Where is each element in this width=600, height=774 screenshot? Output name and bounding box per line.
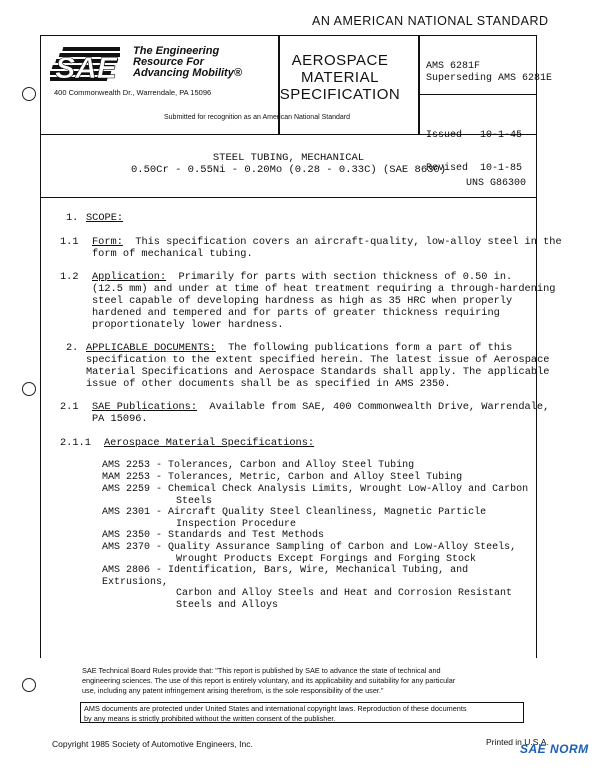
submitted-note: Submitted for recognition as an American National Standard (164, 114, 350, 121)
section-2-1-text-2: PA 15096. (92, 413, 148, 425)
copyright-notice-line-1: AMS documents are protected under United States and international copyright laws. Reproduction of these documents (84, 704, 467, 713)
reference-title-cont: Inspection Procedure (176, 518, 297, 530)
section-1-title: SCOPE: (86, 212, 124, 224)
rules-line-2: engineering sciences. The use of this report is entirely voluntary, and its applicability and suitability for any particular (82, 676, 456, 685)
section-2-text-3: Material Specifications and Aerospace Standards shall apply. The applicable (86, 366, 550, 378)
tagline-line-3: Advancing Mobility® (133, 67, 242, 79)
reference-title-cont: Wrought Products Except Forgings and Forging Stock (176, 553, 477, 565)
reference-code: AMS 2806 (102, 565, 151, 576)
reference-item: AMS 2253 - Tolerances, Carbon and Alloy Steel Tubing (102, 460, 415, 471)
reference-item: AMS 2350 - Standards and Test Methods (102, 530, 325, 541)
reference-code: AMS 2301 (102, 507, 151, 518)
section-1-2-text-4: hardened and tempered and for parts of greater thickness requiring (92, 307, 500, 319)
section-1-2-text-2: (12.5 mm) and under at time of heat treatment requiring a through-hardening (92, 283, 556, 295)
technical-board-rules (82, 666, 532, 696)
section-1-2-text-1: Primarily for parts with section thickness of 0.50 in. (166, 271, 513, 283)
section-2-text-1: The following publications form a part of this (215, 342, 513, 354)
section-2-1-1-label: Aerospace Material Specifications: (104, 437, 315, 449)
section-1-1-label: Form: (92, 236, 123, 248)
rules-line-1: SAE Technical Board Rules provide that: "This report is published by SAE to advance the state of technical and (82, 666, 441, 675)
reference-title: Tolerances, Carbon and Alloy Steel Tubing (168, 460, 415, 471)
section-1-2-label: Application: (92, 271, 167, 283)
printed-in: Printed in U.S.A. (486, 737, 549, 747)
copyright-notice-box (80, 702, 524, 723)
sae-logo (50, 44, 120, 86)
sae-logo-text: SAE (55, 52, 117, 85)
section-1-2-text-3: steel capable of developing hardness as high as 35 HRC when properly (92, 295, 513, 307)
standard-banner: AN AMERICAN NATIONAL STANDARD (312, 14, 549, 28)
reference-item: MAM 2253 - Tolerances, Metric, Carbon and Alloy Steel Tubing (102, 472, 463, 483)
section-2-1-label: SAE Publications: (92, 401, 198, 413)
issued-date: Issued 10-1-45 (426, 130, 523, 141)
reference-item: AMS 2301 - Aircraft Quality Steel Cleanliness, Magnetic Particle Inspection Procedure (102, 507, 532, 530)
reference-item: AMS 2370 - Quality Assurance Sampling of Carbon and Low-Alloy Steels, Wrought Products Except Forgings and Forging Stock (102, 542, 532, 565)
section-2-line-1 (86, 342, 512, 354)
header-divider-3 (419, 94, 536, 95)
section-2-1-line-1 (92, 401, 549, 413)
section-1-1-text-2: form of mechanical tubing. (92, 248, 253, 260)
tagline-line-2: Resource For (133, 56, 204, 68)
binder-hole-icon (22, 87, 36, 101)
section-2-num: 2. (66, 342, 79, 354)
section-2-label: APPLICABLE DOCUMENTS: (86, 342, 216, 354)
section-1-num: 1. (66, 212, 79, 224)
rules-line-3: use, including any patent infringement arising therefrom, is the sole responsibility of the user." (82, 686, 384, 695)
doc-type-line-3: SPECIFICATION (279, 86, 401, 103)
doc-type-line-1: AEROSPACE (291, 52, 389, 69)
ams-number: AMS 6281F (426, 61, 481, 72)
tagline (133, 46, 242, 79)
reference-item: AMS 2259 - Chemical Check Analysis Limits, Wrought Low-Alloy and Carbon Steels (102, 484, 532, 507)
reference-item: AMS 2806 - Identification, Bars, Wire, Mechanical Tubing, and Extrusions, Carbon and Alloy Steels and Heat and Corrosion Resistant Steels and Alloys (102, 565, 532, 611)
section-1-1-text-1: This specification covers an aircraft-quality, low-alloy steel in the (122, 236, 562, 248)
section-1-1-num: 1.1 (60, 236, 79, 248)
reference-code: AMS 2253 (102, 460, 151, 471)
header-divider-2 (418, 36, 420, 134)
reference-code: AMS 2350 (102, 530, 151, 541)
section-1-1-line-1 (92, 236, 562, 248)
reference-title: Chemical Check Analysis Limits, Wrought Low-Alloy and Carbon (168, 484, 529, 495)
reference-title: Identification, Bars, Wire, Mechanical Tubing, and Extrusions, (102, 565, 469, 588)
section-2-text-2: specification to the extent specified herein. The latest issue of Aerospace (86, 354, 550, 366)
watermark: SAE NORM (520, 742, 589, 756)
reference-title-cont: Carbon and Alloy Steels and Heat and Corrosion Resistant (176, 588, 513, 599)
ams-supersedes: Superseding AMS 6281E (426, 73, 553, 84)
reference-title: Standards and Test Methods (168, 530, 325, 541)
tagline-line-1: The Engineering (133, 45, 220, 57)
reference-code: AMS 2259 (102, 484, 151, 495)
section-2-text-4: issue of other documents shall be as specified in AMS 2350. (86, 378, 451, 390)
section-1-2-line-1 (92, 271, 512, 283)
spec-composition: 0.50Cr - 0.55Ni - 0.20Mo (0.28 - 0.33C) (SAE 8630) (130, 164, 447, 176)
binder-hole-icon (22, 678, 36, 692)
doc-type-line-2: MATERIAL (301, 69, 379, 86)
reference-title: Tolerances, Metric, Carbon and Alloy Steel Tubing (168, 472, 463, 483)
uns-number: UNS G86300 (466, 178, 527, 189)
reference-title: Quality Assurance Sampling of Carbon and Low-Alloy Steels, (168, 542, 517, 553)
doc-type-title (270, 52, 410, 103)
ams-number-block (426, 61, 552, 85)
copyright-line: Copyright 1985 Society of Automotive Engineers, Inc. (52, 739, 253, 749)
section-1-2-num: 1.2 (60, 271, 79, 283)
section-2-1-num: 2.1 (60, 401, 79, 413)
reference-title-cont: Steels (176, 495, 213, 507)
spec-title: STEEL TUBING, MECHANICAL (212, 152, 365, 164)
section-1-2-text-5: proportionately lower hardness. (92, 319, 284, 331)
binder-hole-icon (22, 382, 36, 396)
reference-title-cont: Steels and Alloys (176, 599, 279, 611)
reference-list (102, 460, 532, 611)
reference-code: MAM 2253 (102, 472, 151, 483)
section-2-1-1-num: 2.1.1 (60, 437, 91, 449)
copyright-notice-line-2: by any means is strictly prohibited without the written consent of the publisher. (84, 714, 336, 723)
section-2-1-text-1: Available from SAE, 400 Commonwealth Drive, Warrendale, (197, 401, 550, 413)
reference-code: AMS 2370 (102, 542, 151, 553)
reference-title: Aircraft Quality Steel Cleanliness, Magnetic Particle (168, 507, 487, 518)
revised-date: Revised 10-1-85 (426, 163, 523, 174)
org-address: 400 Commonwealth Dr., Warrendale, PA 15096 (54, 88, 212, 97)
